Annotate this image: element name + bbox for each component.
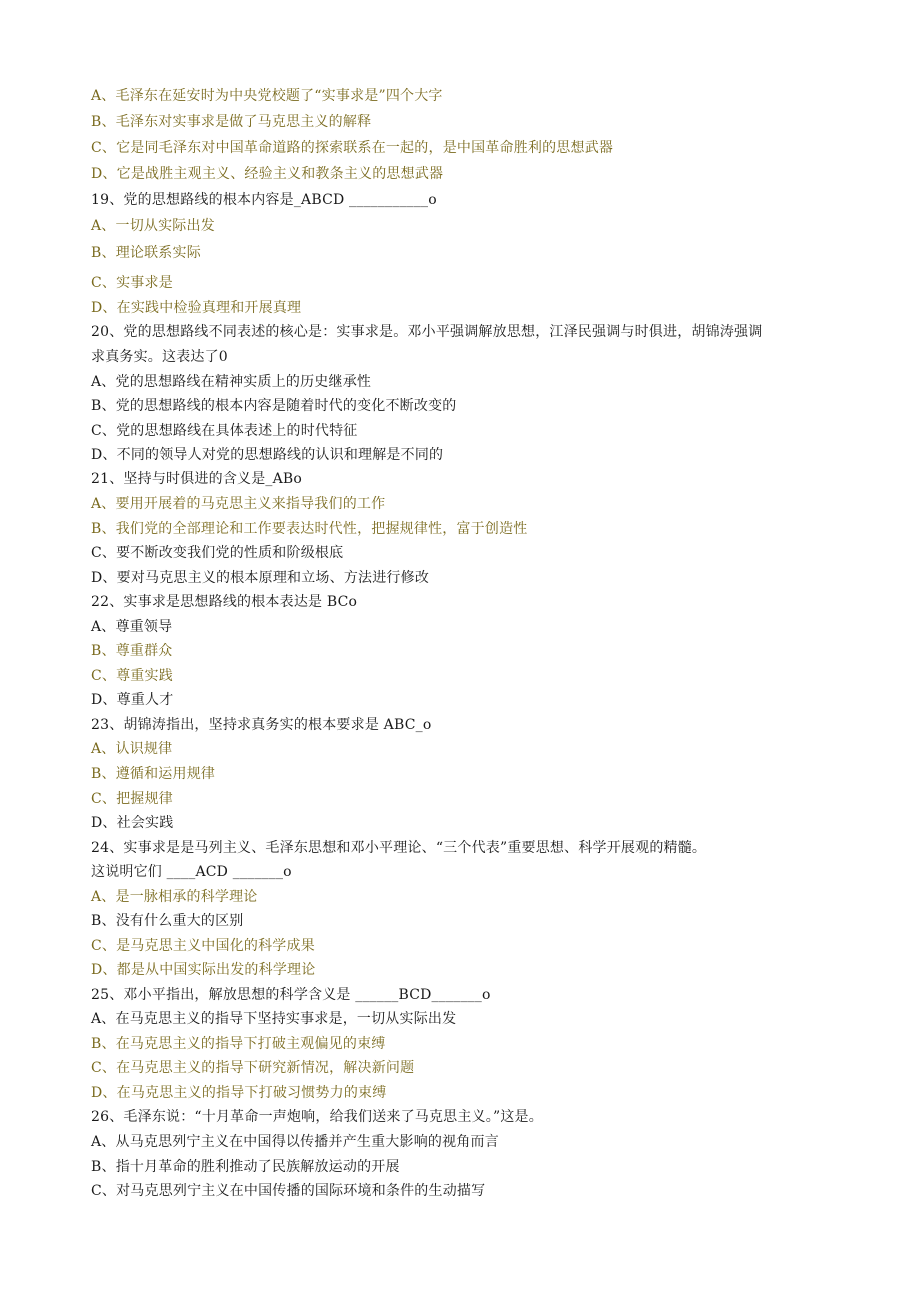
text-line: 这说明它们 ____ACD _______o (91, 864, 292, 880)
question-21: 21、坚持与时俱进的含义是_ABo (91, 471, 303, 487)
question-24: 24、实事求是是马列主义、毛泽东思想和邓小平理论、“三个代表”重要思想、科学开展观的精髓。 (91, 840, 707, 856)
text-line: C、尊重实践 (91, 668, 173, 684)
text-line: A、毛泽东在延安时为中央党校题了“实事求是”四个大字 (91, 88, 443, 104)
text-line: B、毛泽东对实事求是做了马克思主义的解释 (91, 114, 372, 130)
text-line: D、不同的领导人对党的思想路线的认识和理解是不同的 (91, 447, 444, 463)
text-line: A、在马克思主义的指导下坚持实事求是，一切从实际出发 (91, 1011, 457, 1027)
text-line: D、它是战胜主观主义、经验主义和教条主义的思想武器 (91, 166, 444, 182)
text-line: D、要对马克思主义的根本原理和立场、方法进行修改 (91, 570, 430, 586)
text-line: B、没有什么重大的区别 (91, 913, 244, 929)
question-22: 22、实事求是思想路线的根本表达是 BCo (91, 594, 358, 610)
text-line: C、是马克思主义中国化的科学成果 (91, 938, 315, 954)
text-line: A、党的思想路线在精神实质上的历史继承性 (91, 374, 372, 390)
text-line: B、我们党的全部理论和工作要表达时代性，把握规律性，富于创造性 (91, 521, 528, 537)
text-line: B、在马克思主义的指导下打破主观偏见的束缚 (91, 1036, 386, 1052)
text-line: D、都是从中国实际出发的科学理论 (91, 962, 316, 978)
text-line: C、在马克思主义的指导下研究新情况，解决新问题 (91, 1060, 415, 1076)
text-line: B、指十月革命的胜利推动了民族解放运动的开展 (91, 1159, 400, 1175)
text-line: D、尊重人才 (91, 692, 174, 708)
text-line: D、在马克思主义的指导下打破习惯势力的束缚 (91, 1085, 387, 1101)
text-line: C、把握规律 (91, 791, 173, 807)
text-line: D、社会实践 (91, 815, 174, 831)
text-line: D、在实践中检验真理和开展真理 (91, 300, 302, 316)
text-line: A、一切从实际出发 (91, 218, 215, 234)
text-line: C、党的思想路线在具体表述上的时代特征 (91, 423, 358, 439)
question-26: 26、毛泽东说：“十月革命一声炮响，给我们送来了马克思主义。”这是。 (91, 1109, 543, 1125)
text-line: B、遵循和运用规律 (91, 766, 216, 782)
text-line: A、要用开展着的马克思主义来指导我们的工作 (91, 496, 386, 512)
question-20: 20、党的思想路线不同表述的核心是：实事求是。邓小平强调解放思想，江泽民强调与时俱进，胡锦涛强调 (91, 324, 763, 340)
text-line: C、它是同毛泽东对中国革命道路的探索联系在一起的，是中国革命胜利的思想武器 (91, 140, 614, 156)
question-25: 25、邓小平指出，解放思想的科学含义是 ______BCD_______o (91, 987, 491, 1003)
text-line: C、实事求是 (91, 275, 173, 291)
question-23: 23、胡锦涛指出，坚持求真务实的根本要求是 ABC_o (91, 717, 432, 733)
text-line: B、党的思想路线的根本内容是随着时代的变化不断改变的 (91, 398, 457, 414)
text-line: A、是一脉相承的科学理论 (91, 889, 258, 905)
text-line: 求真务实。这表达了0 (91, 349, 228, 365)
text-line: C、对马克思列宁主义在中国传播的国际环境和条件的生动描写 (91, 1183, 486, 1199)
text-line: B、理论联系实际 (91, 245, 201, 261)
text-line: B、尊重群众 (91, 643, 173, 659)
text-line: A、从马克思列宁主义在中国得以传播并产生重大影响的视角而言 (91, 1134, 499, 1150)
text-line: A、认识规律 (91, 741, 173, 757)
text-line: C、要不断改变我们党的性质和阶级根底 (91, 545, 344, 561)
question-19: 19、党的思想路线的根本内容是_ABCD ___________o (91, 192, 437, 208)
text-line: A、尊重领导 (91, 619, 173, 635)
